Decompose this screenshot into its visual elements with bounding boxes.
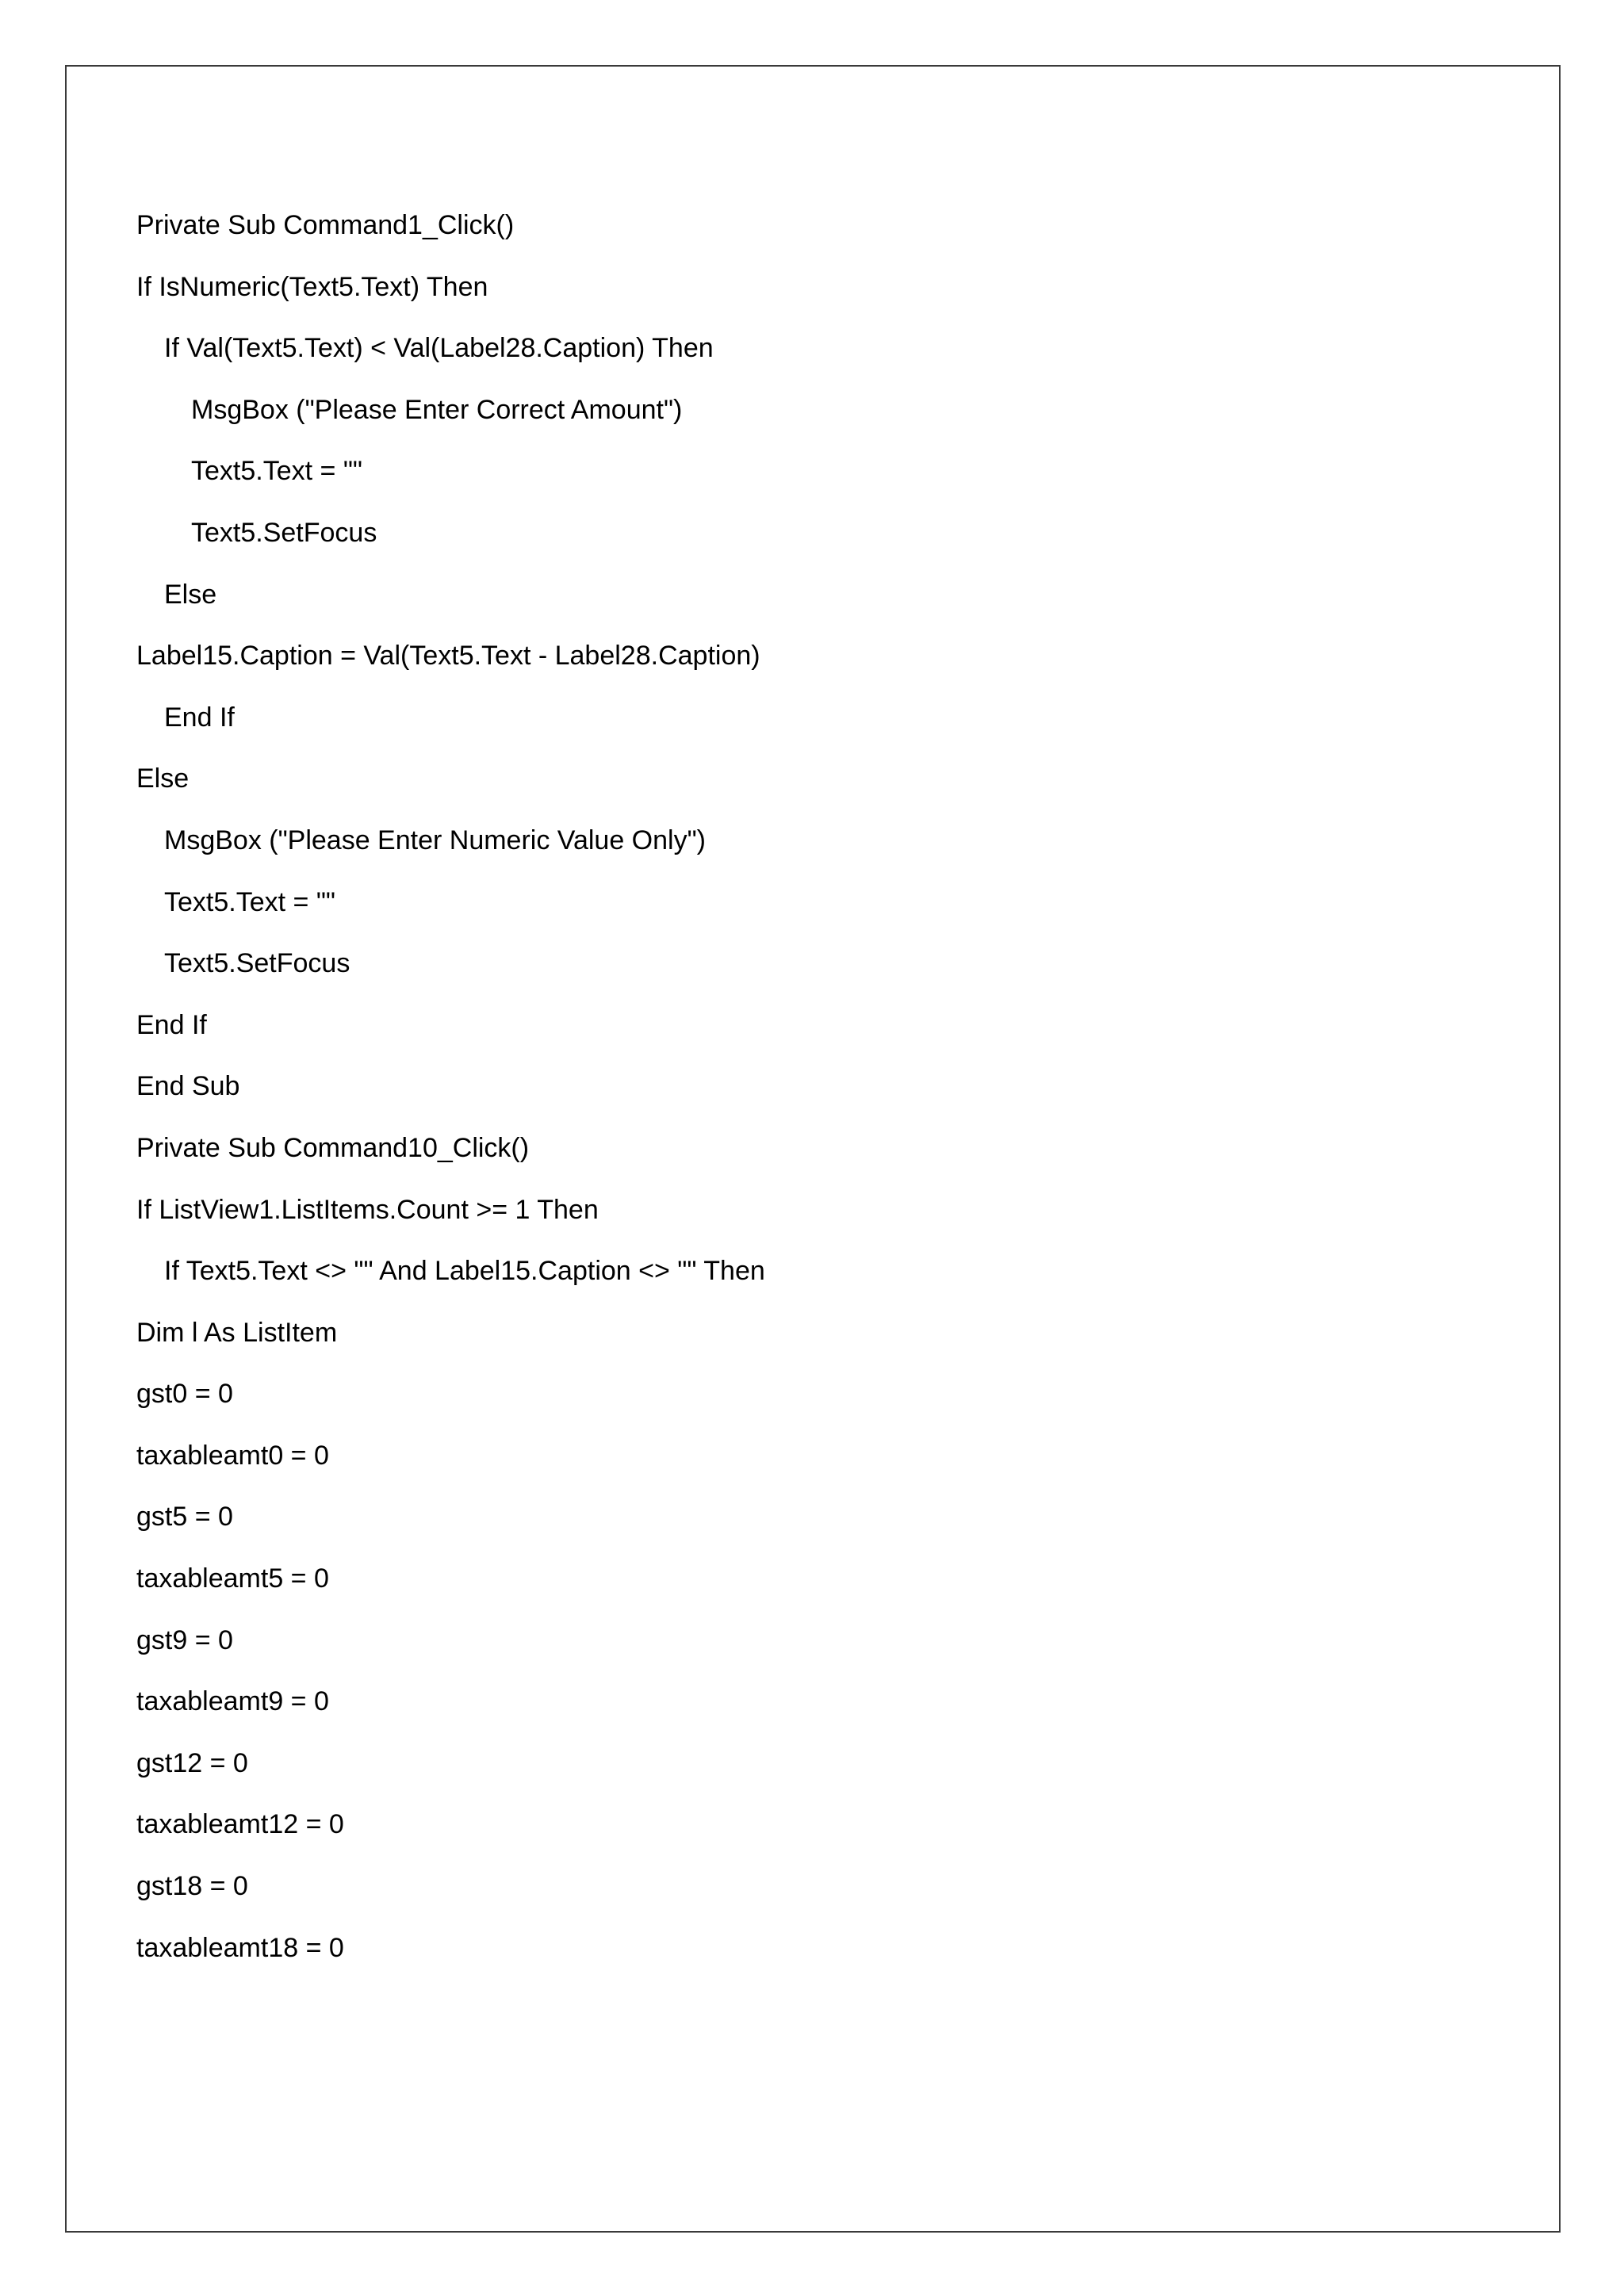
code-line: taxableamt9 = 0: [136, 1686, 329, 1717]
code-line: Private Sub Command10_Click(): [136, 1132, 530, 1163]
code-line: Text5.Text = "": [164, 886, 335, 917]
code-line: gst0 = 0: [136, 1379, 233, 1410]
code-line: Else: [164, 579, 217, 610]
code-line: taxableamt18 = 0: [136, 1932, 344, 1963]
code-line: gst9 = 0: [136, 1624, 233, 1655]
code-line: Label15.Caption = Val(Text5.Text - Label28.Caption): [136, 641, 760, 672]
code-line: End If: [164, 702, 235, 733]
code-line: If Text5.Text <> "" And Label15.Caption <> "" Then: [164, 1256, 765, 1287]
code-line: taxableamt12 = 0: [136, 1809, 344, 1840]
code-line: MsgBox ("Please Enter Numeric Value Only"): [164, 825, 706, 855]
code-line: Text5.SetFocus: [164, 948, 350, 979]
code-line: End Sub: [136, 1071, 240, 1102]
code-line: gst18 = 0: [136, 1871, 248, 1902]
code-line: Else: [136, 763, 190, 794]
code-line: taxableamt5 = 0: [136, 1563, 329, 1594]
code-line: gst12 = 0: [136, 1747, 248, 1778]
code-line: gst5 = 0: [136, 1502, 233, 1533]
code-line: Dim l As ListItem: [136, 1317, 338, 1348]
code-line: Text5.SetFocus: [191, 517, 377, 548]
code-line: End If: [136, 1009, 207, 1040]
code-line: If IsNumeric(Text5.Text) Then: [136, 271, 488, 302]
code-line: taxableamt0 = 0: [136, 1440, 329, 1471]
code-line: Private Sub Command1_Click(): [136, 210, 515, 240]
code-listing: [136, 201, 1484, 1985]
code-line: Text5.Text = "": [191, 456, 362, 487]
code-line: If ListView1.ListItems.Count >= 1 Then: [136, 1194, 599, 1225]
code-line: MsgBox ("Please Enter Correct Amount"): [191, 394, 683, 425]
code-line: If Val(Text5.Text) < Val(Label28.Caption) Then: [164, 333, 714, 364]
